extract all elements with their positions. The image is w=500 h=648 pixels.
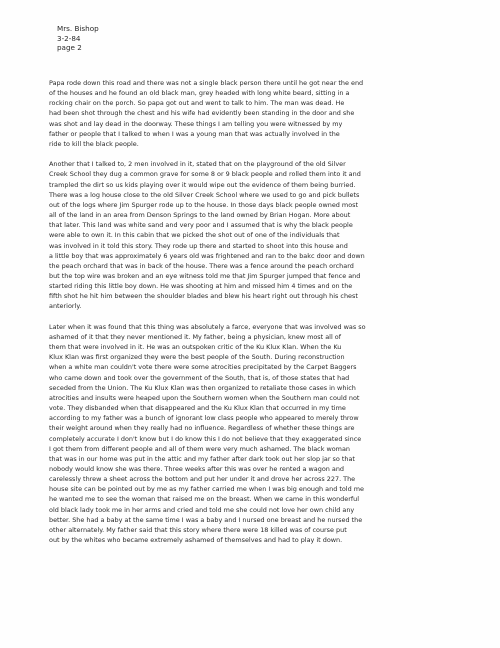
text-line: There was a log house close to the old Silver Creek School where we used to go and pick bullets bbox=[49, 190, 360, 199]
text-line: had been shot through the chest and his wife had evidently been standing in the door and she bbox=[49, 109, 355, 118]
text-line: trampled the dirt so us kids playing over it would wipe out the evidence of them being burried. bbox=[49, 180, 356, 189]
text-line: them that were involved in it. He was an outspoken critic of the Ku Klux Klan. When the Ku bbox=[49, 343, 342, 352]
text-line: who came down and took over the government of the South, that is, of those states that had bbox=[49, 373, 350, 382]
text-line: completely accurate I don't know but I do know this I do not believe that they exaggerated since bbox=[49, 434, 362, 443]
text-line: father or people that I talked to when I was a young man that was actually involved in the bbox=[49, 129, 340, 138]
text-line: was shot and lay dead in the doorway. These things I am telling you were witnessed by my bbox=[49, 119, 343, 128]
text-line: of the houses and he found an old black man, grey headed with long white beard, sitting in a bbox=[49, 89, 350, 98]
header-page-number: page 2 bbox=[57, 43, 82, 53]
page-header bbox=[57, 24, 99, 53]
text-line: ashamed of it that they never mentioned it. My father, being a physician, knew most all of bbox=[49, 332, 341, 341]
text-line: out of the logs where Jim Spurger rode up to the house. In those days black people owned most bbox=[49, 200, 359, 209]
text-line: house site can be pointed out by me as my father carried me when I was big enough and told me bbox=[49, 485, 364, 494]
text-line: their weight around when they really had no influence. Regardless of whether these things are bbox=[49, 424, 355, 433]
text-line: Creek School they dug a common grave for some 8 or 9 black people and rolled them into it and bbox=[49, 170, 361, 179]
text-line: seceded from the Union. The Ku Klux Klan was then organized to retaliate those cases in which bbox=[49, 383, 356, 392]
text-line: when a white man couldn't vote there were some atrocities precipitated by the Carpet Baggers bbox=[49, 363, 357, 372]
text-line: vote. They disbanded when that disappeared and the Ku Klux Klan that occurred in my time bbox=[49, 404, 346, 413]
text-line: the peach orchard that was in back of the house. There was a fence around the peach orchard bbox=[49, 261, 354, 270]
paragraph bbox=[49, 78, 459, 149]
document-body bbox=[49, 78, 459, 555]
text-line: all of the land in an area from Denson Springs to the land owned by Brian Hogan. More about bbox=[49, 211, 351, 220]
text-line: old black lady took me in her arms and cried and told me she could not love her own child any bbox=[49, 505, 355, 514]
text-line: anteriorly. bbox=[49, 302, 82, 311]
text-line: nobody would know she was there. Three weeks after this was over he rented a wagon and bbox=[49, 465, 345, 473]
paragraph bbox=[49, 322, 459, 545]
text-line: started riding this little boy down. He was shooting at him and missed him 4 times and on the bbox=[49, 282, 353, 291]
text-line: Papa rode down this road and there was not a single black person there until he got near the end bbox=[49, 79, 364, 87]
text-line: Another that I talked to, 2 men involved in it, stated that on the playground of the old Silver bbox=[49, 160, 346, 169]
text-line: that later. This land was white sand and very poor and I assumed that is why the black people bbox=[49, 221, 353, 230]
text-line: according to my father was a bunch of ignorant low class people who appeared to merely throw bbox=[49, 414, 359, 423]
text-line: were able to own it. In this cabin that we picked the shot out of one of the individuals that bbox=[49, 231, 340, 240]
text-line: out by the whites who became extremely ashamed of themselves and had to play it down. bbox=[49, 536, 343, 545]
text-line: better. She had a baby at the same time I was a baby and I nursed one breast and he nursed the bbox=[49, 515, 363, 524]
paragraph bbox=[49, 159, 459, 311]
text-line: Klux Klan was first organized they were the best people of the South. During reconstruction bbox=[49, 353, 345, 362]
text-line: rocking chair on the porch. So papa got out and went to talk to him. The man was dead. He bbox=[49, 99, 345, 108]
text-line: that was in our home was put in the attic and my father after dark took out her slop jar so that bbox=[49, 454, 355, 463]
text-line: ride to kill the black people. bbox=[49, 139, 139, 148]
text-line: was involved in it told this story. They rode up there and started to shoot into this house and bbox=[49, 241, 348, 250]
text-line: atrocities and insults were heaped upon the Southern women when the Southern man could not bbox=[49, 393, 360, 402]
text-line: but the top wire was broken and an eye witness told me that Jim Spurger jumped that fence and bbox=[49, 272, 361, 280]
text-line: carelessly threw a sheet across the bottom and put her under it and drove her across 227. The bbox=[49, 475, 356, 484]
text-line: I got them from different people and all of them were very much ashamed. The black woman bbox=[49, 444, 350, 453]
text-line: Later when it was found that this thing was absolutely a farce, everyone that was involved was so bbox=[49, 322, 366, 331]
text-line: a little boy that was approximately 6 years old was frightened and ran to the bakc door and down bbox=[49, 251, 365, 260]
text-line: he wanted me to see the woman that raised me on the breast. When we came in this wonderful bbox=[49, 495, 360, 504]
header-date: 3-2-84 bbox=[57, 33, 81, 43]
text-line: fifth shot he hit him between the shoulder blades and blew his heart right out through his chest bbox=[49, 292, 358, 301]
text-line: other alternately. My father said that this story where there were 18 killed was of course put bbox=[49, 525, 347, 534]
header-name: Mrs. Bishop bbox=[57, 24, 99, 33]
